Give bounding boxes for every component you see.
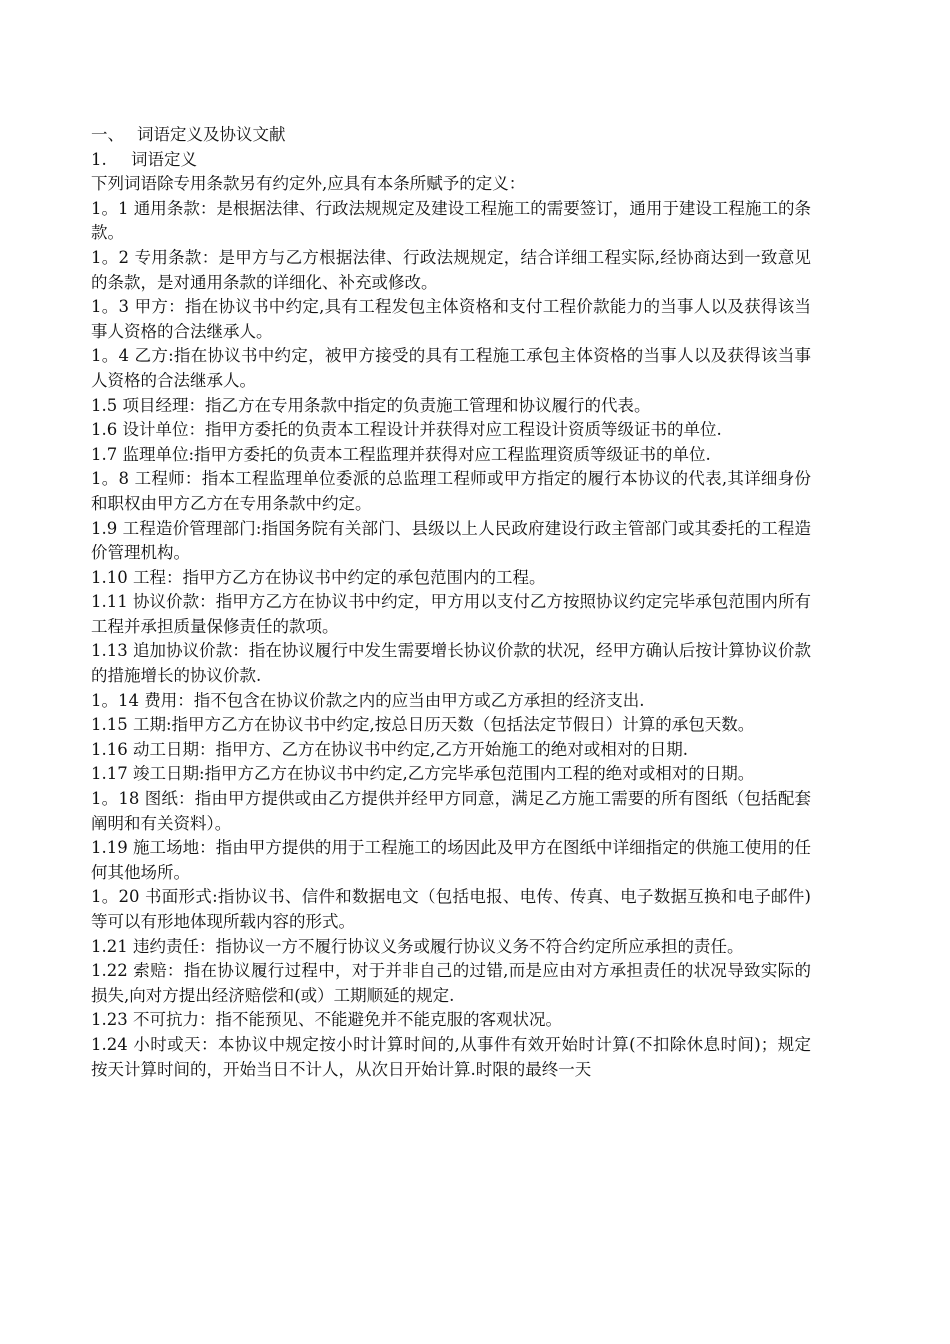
document-page [91,123,811,1082]
section-heading [91,123,811,148]
definition-paragraph: 1.15 工期:指甲方乙方在协议书中约定,按总日历天数（包括法定节假日）计算的承包天数。 [91,715,755,735]
definition-paragraph: 1.23 不可抗力：指不能预见、不能避免并不能克服的客观状况。 [91,1010,562,1030]
subsection-heading [91,148,811,173]
subsection-number: 1. [91,149,107,169]
section-title: 词语定义及协议文献 [137,125,286,144]
definition-paragraph: 1。20 书面形式:指协议书、信件和数据电文（包括电报、电传、传真、电子数据互换和电子邮件)等可以有形地体现所载内容的形式。 [91,887,811,931]
definition-paragraph: 1。4 乙方:指在协议书中约定，被甲方接受的具有工程施工承包主体资格的当事人以及获得该当事人资格的合法继承人。 [91,346,811,390]
definition-paragraph: 1.17 竣工日期:指甲方乙方在协议书中约定,乙方完毕承包范围内工程的绝对或相对的日期。 [91,764,755,784]
definition-paragraph: 1.19 施工场地：指由甲方提供的用于工程施工的场因此及甲方在图纸中详细指定的供施工使用的任何其他场所。 [91,838,811,882]
definition-paragraph: 1.6 设计单位：指甲方委托的负责本工程设计并获得对应工程设计资质等级证书的单位. [91,420,722,440]
definition-paragraph: 1.16 动工日期：指甲方、乙方在协议书中约定,乙方开始施工的绝对或相对的日期. [91,739,688,759]
definition-paragraph: 1.21 违约责任：指协议一方不履行协议义务或履行协议义务不符合约定所应承担的责任。 [91,936,744,956]
definition-paragraph: 1。3 甲方：指在协议书中约定,具有工程发包主体资格和支付工程价款能力的当事人以及获得该当事人资格的合法继承人。 [91,297,811,341]
definition-paragraph: 1.22 索赔：指在协议履行过程中，对于并非自己的过错,而是应由对方承担责任的状况导致实际的损失,向对方提出经济赔偿和(或）工期顺延的规定. [91,961,811,1005]
definition-paragraph: 1。8 工程师：指本工程监理单位委派的总监理工程师或甲方指定的履行本协议的代表,其详细身份和职权由甲方乙方在专用条款中约定。 [91,469,811,513]
definition-paragraph: 1.11 协议价款：指甲方乙方在协议书中约定，甲方用以支付乙方按照协议约定完毕承包范围内所有工程并承担质量保修责任的款项。 [91,592,811,636]
definition-paragraph: 1.13 追加协议价款：指在协议履行中发生需要增长协议价款的状况，经甲方确认后按计算协议价款的措施增长的协议价款. [91,641,811,686]
subsection-title: 词语定义 [131,149,197,169]
definition-paragraph: 1。18 图纸：指由甲方提供或由乙方提供并经甲方同意，满足乙方施工需要的所有图纸（包括配套阐明和有关资料）。 [91,789,811,833]
definition-paragraph: 1。14 费用：指不包含在协议价款之内的应当由甲方或乙方承担的经济支出. [91,690,645,710]
intro-paragraph: 下列词语除专用条款另有约定外,应具有本条所赋予的定义： [91,174,526,194]
definition-paragraph: 1.5 项目经理：指乙方在专用条款中指定的负责施工管理和协议履行的代表。 [91,395,651,415]
definition-paragraph: 1.9 工程造价管理部门:指国务院有关部门、县级以上人民政府建设行政主管部门或其委托的工程造价管理机构。 [91,518,811,563]
section-number: 一、 [91,125,124,144]
definition-paragraph: 1.24 小时或天：本协议中规定按小时计算时间的,从事件有效开始时计算(不扣除休息时间)；规定按天计算时间的，开始当日不计人，从次日开始计算.时限的最终一天 [91,1034,811,1079]
definition-paragraph: 1.10 工程：指甲方乙方在协议书中约定的承包范围内的工程。 [91,567,546,587]
definition-paragraph: 1.7 监理单位:指甲方委托的负责本工程监理并获得对应工程监理资质等级证书的单位. [91,444,711,464]
definition-paragraph: 1。2 专用条款：是甲方与乙方根据法律、行政法规规定，结合详细工程实际,经协商达到一致意见的条款，是对通用条款的详细化、补充或修改。 [91,247,811,292]
definition-paragraph: 1。1 通用条款：是根据法律、行政法规规定及建设工程施工的需要签订，通用于建设工程施工的条款。 [91,198,811,243]
